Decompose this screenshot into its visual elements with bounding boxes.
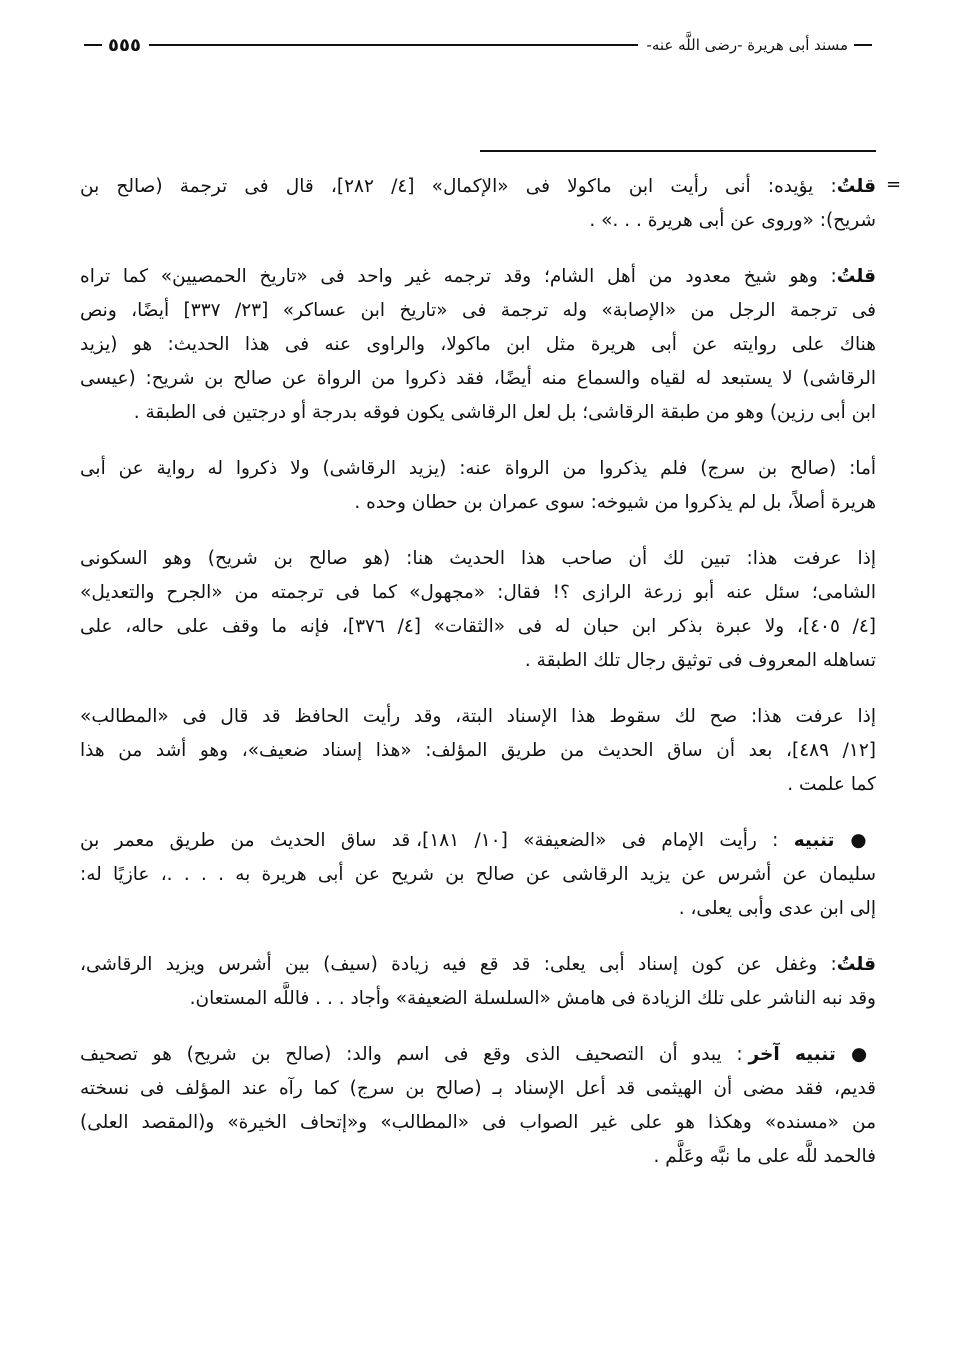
line-text: الرقاشى) لا يستبعد له لقياه والسماع منه أيضًا، فقد ذكروا من الرواة عن صالح بن شريح: (عيسى [80,368,876,389]
page-body [80,170,876,1196]
text-line [80,1140,876,1174]
paragraph [80,824,876,926]
line-text: شريح): «وروى عن أبى هريرة . . .» . [589,210,876,231]
text-line [80,948,876,982]
line-text: : رأيت الإمام فى «الضعيفة» [١٠/ ١٨١]، قد ساق الحديث من طريق معمر بن [80,830,794,851]
paragraph-lead: ● تنبيه آخر [748,1044,876,1065]
line-text: فالحمد للَّه على ما نبَّه وعَلَّم . [653,1146,876,1167]
text-line [80,170,876,204]
text-line [80,982,876,1016]
paragraph [80,948,876,1016]
text-line [80,452,876,486]
paragraph-lead: قلتُ [836,176,876,197]
line-text: هناك على روايته عن أبى هريرة مثل ابن ماكولا، والراوى عنه فى هذا الحديث: هو (يزيد [80,334,876,355]
text-line [80,1106,876,1140]
paragraph [80,1038,876,1174]
line-text: تساهله المعروف فى توثيق رجال تلك الطبقة . [524,650,876,671]
paragraph [80,260,876,430]
header-title: مسند أبى هريرة -رضى اللَّه عنه- [646,36,848,54]
header-dash [854,44,872,46]
line-text: هريرة أصلاً، بل لم يذكروا من شيوخه: سوى عمران بن حطان وحده . [354,492,876,513]
line-text: الشامى؛ سئل عنه أبو زرعة الرازى ؟! فقال: «مجهول» كما فى ترجمته من «الجرح والتعديل» [80,582,876,603]
text-line [80,734,876,768]
line-text: ابن أبى رزين) وهو من طبقة الرقاشى؛ بل لعل الرقاشى يكون فوقه بدرجة أو درجتين فى الطبقة . [133,402,876,423]
text-line [80,396,876,430]
line-text: : يؤيده: أنى رأيت ابن ماكولا فى «الإكمال» [٤/ ٢٨٢]، قال فى ترجمة (صالح بن [80,176,837,197]
continuation-mark: = [886,174,902,195]
line-text: إلى ابن عدى وأبى يعلى، . [678,898,876,919]
line-text: من «مسنده» وهكذا هو على غير الصواب فى «المطالب» و«إتحاف الخيرة» و(المقصد العلى) [80,1112,876,1133]
line-text: : وهو شيخ معدود من أهل الشام؛ وقد ترجمه غير واحد فى «تاريخ الحمصيين» كما تراه [80,266,837,287]
paragraph [80,170,876,238]
text-line [80,328,876,362]
text-line [80,1072,876,1106]
header-dash [84,44,102,46]
text-line [80,700,876,734]
line-text: وقد نبه الناشر على تلك الزيادة فى هامش «السلسلة الضعيفة» وأجاد . . . فاللَّه المستعان. [189,988,876,1009]
text-line [80,610,876,644]
line-text: : وغفل عن كون إسناد أبى يعلى: قد قع فيه زيادة (سيف) بين أشرس ويزيد الرقاشى، [80,954,837,975]
paragraph [80,452,876,520]
text-line [80,1038,876,1072]
paragraph [80,542,876,678]
text-line [80,486,876,520]
running-header [78,30,878,60]
line-text: أما: (صالح بن سرج) فلم يذكروا من الرواة عنه: (يزيد الرقاشى) ولا ذكروا له رواية عن أبى [80,458,876,479]
header-rule [149,44,638,46]
text-line [80,294,876,328]
line-text: : يبدو أن التصحيف الذى وقع فى اسم والد: (صالح بن شريح) هو تصحيف [80,1044,749,1065]
text-line [80,644,876,678]
line-text: فى ترجمة الرجل من «الإصابة» وله ترجمة فى «تاريخ ابن عساكر» [٢٣/ ٣٣٧] أيضًا، ونص [80,300,876,321]
line-text: [١٢/ ٤٨٩]، بعد أن ساق الحديث من طريق المؤلف: «هذا إسناد ضعيف»، وهو أشد من هذا [80,740,876,761]
text-line [80,542,876,576]
text-line [80,576,876,610]
footnote-separator [480,150,876,152]
text-line [80,204,876,238]
paragraph-lead: ● تنبيه [793,830,876,851]
text-line [80,260,876,294]
line-text: [٤/ ٤٠٥]، ولا عبرة بذكر ابن حبان له فى «الثقات» [٤/ ٣٧٦]، فإنه ما وقف على حاله، على [80,616,876,637]
line-text: سليمان عن أشرس عن يزيد الرقاشى عن صالح بن شريح عن أبى هريرة به . . . .، عازيًا له: [80,864,876,885]
text-line [80,858,876,892]
line-text: إذا عرفت هذا: تبين لك أن صاحب هذا الحديث هنا: (هو صالح بن شريح) وهو السكونى [80,548,876,569]
text-line [80,892,876,926]
paragraph-lead: قلتُ [836,954,876,975]
paragraph [80,700,876,802]
page-number: ٥٥٥ [108,34,141,56]
text-line [80,824,876,858]
text-line [80,362,876,396]
line-text: كما علمت . [787,774,876,795]
paragraph-lead: قلتُ [836,266,876,287]
text-line [80,768,876,802]
line-text: إذا عرفت هذا: صح لك سقوط هذا الإسناد البتة، وقد رأيت الحافظ قد قال فى «المطالب» [80,706,876,727]
line-text: قديم، فقد مضى أن الهيثمى قد أعل الإسناد بـ (صالح بن سرج) كما رآه عند المؤلف فى نسخته [80,1078,876,1099]
